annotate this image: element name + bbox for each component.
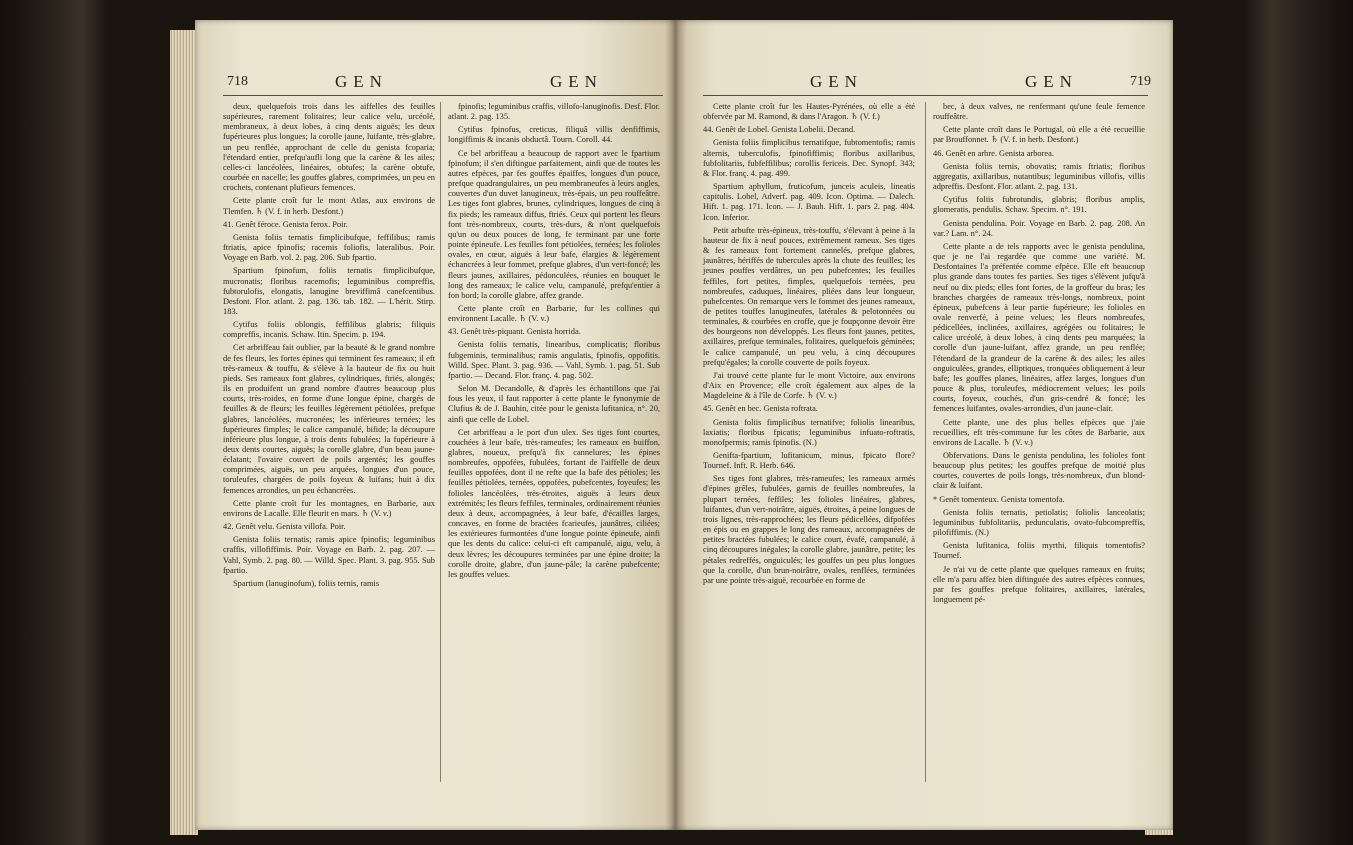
paragraph: 41. Genêt féroce. Genista ferox. Poir. [223, 219, 348, 229]
header-rule-right [703, 95, 1148, 96]
right-page-column-1 [703, 102, 915, 589]
running-head-right-col2: GEN [1025, 72, 1078, 91]
left-page-column-1 [223, 102, 435, 592]
paragraph: Cette plante, une des plus belles efpèces que j'aie recueillies, eft très-commune fur les côtes de Barbarie, aux environs de Lacalle. ♄ (V. v.) [933, 417, 1145, 447]
paragraph: Cette plante croît fur les montagnes, en Barbarie, aux environs de Lacalle. Elle fleurit en mars. ♄ (V. v.) [223, 498, 435, 518]
paragraph: Genista foliis ternatis, linearibus, complicatis; floribus fubgeminis, terminalibus; ramis angulatis, fpinofis, oppofitis. Willd. Spec. Plant. 3. pag. 936. — Vahl, Symb. 1. pag. 51. Sub fpartio. — Decand. Flor. franç. 4. pag. 502. [448, 340, 660, 380]
paragraph: Cytifus foliis fubrotundis, glabris; floribus amplis, glomeratis, pendulis. Schaw. Specim. n°. 191. [933, 195, 1145, 215]
paragraph: Cette plante a de tels rapports avec le genista pendulina, que je ne l'ai regardée que comme une variété. M. Desfontaines l'a préfentée comme efpèce. Elle eft beaucoup plus grande dans toutes fes parties. Ses tiges s'élèvent jufqu'à neuf ou dix pieds; elles font fortes, de la groffeur du bras; les branches chargées de rameaux très-longs, nombreux, point épineux, pubefcens à leur partie fupérieure; les folioles en ovale renverfé, à peine velues; les fleurs nombreufes, pédicellées, inclinées, axillaires, agrégées ou folitaires; le calice urcéolé, à deux lobes, à cinq dents peu marquées; la corolle d'un jaune-luifant, affez grande, un peu renflée; l'étendard de la grandeur de la carène & des ailes; les ailes onguiculées, grandes, elliptiques, tronquées obliquement à leur bafe; les gouffes planes, linéaires, affez larges, longues d'un pouce & plus, toruleufes, médiocrement velues; les poils courts, foyeux, couchés, d'un gris-cendré & foncé; les femences luifantes, ovales-arrondies, d'un jaune-clair. [933, 241, 1145, 414]
paragraph: Ce bel arbriffeau a beaucoup de rapport avec le fpartium fpinofum; il s'en diftingue parfaitement, ainfi que de toutes les autres efpèces, par fes gouffes épaiffes, longues d'un pouce, prefque quadrangulaires, un peu membraneufes à leurs angles, couvertes d'un duvet lanugineux, très-épais, un peu rouffeâtre. Les tiges font glabres, brunes, cylindriques, longues de cinq à fix pieds; les rameaux diffus, ftriés. Ceux qui portent les fleurs font très-nombreux, courts, très-durs, & n'ont quelquefois qu'un ou deux pouces de long, fe terminant par une forte pointe épineufe. Les feuilles font pétiolées, ternées; les folioles ovales, en cœur, aiguës à leur bafe, élargies & légèrement échancrées à leur fommet, prefque glabres, d'un vert-foncé; les fleurs jaunes, axillaires, pédonculées, réunies en bouquet le long des rameaux; le calice velu, campanulé, prefqu'entier à fon bord; la corolle glabre, affez grande. [448, 148, 660, 300]
right-page-column-2 [933, 102, 1145, 608]
paragraph: 43. Genêt très-piquant. Genista horrida. [448, 327, 581, 337]
right-page [675, 20, 1173, 830]
running-head-right-col1: GEN [810, 72, 863, 91]
paragraph: Genista lufitanica, foliis myrthi, filiquis tomentofis? Tournef. [933, 541, 1145, 561]
paragraph: Spartium fpinofum, foliis ternatis fimplicibufque, mucronatis; floribus racemofis; leguminibus compreffis, fubtorulofis, elongatis, lanugine breviffimâ canefcentibus. Desfont. Flor. atlant. 2. pag. 136. tab. 182. — L'hérit. Stirp. 183. [223, 266, 435, 316]
column-divider-right [925, 102, 926, 782]
paragraph: Cytifus foliis oblongis, feffilibus glabris; filiquis compreffis, incanis. Schaw. Itin. Specim. p. 194. [223, 320, 435, 340]
paragraph: Cet arbriffeau fait oublier, par la beauté & le grand nombre de fes fleurs, les fortes épines qui terminent fes rameaux; il eft très-rameux & touffu, & s'élève à la hauteur de fix ou huit pieds. Ses rameaux font glabres, cylindriques, ftriés, alongés; ils en produifent un grand nombre d'autres beaucoup plus courts, très-roides, en forme d'une longue épine, chargés de feuilles & de fleurs; les feuilles légèrement pétiolées, prefque glabres, lancéolées, mucronées; les inférieures ternées; les fupérieures fimples; le calice campanulé, bifide; la découpure inférieure plus longue, à trois dents fubulées; la fupérieure à deux dents courtes, aiguës; la corolle glabre, d'un beau jaune-éclatant; l'ovaire couvert de poils argentés; les gouffes comprimées, aiguës, un peu arquées, longues d'un pouce, toruleufes, chargées de poils foyeux & luifans; huit à dix femences arrondies, un peu échancrées. [223, 343, 435, 495]
header-rule-left [223, 95, 663, 96]
paragraph: Genista foliis ternis, obovatis; ramis ftriatis; floribus aggregatis, axillaribus, nutantibus; leguminibus villofis, villis adpreffis. Desfont. Flor. atlant. 2. pag. 131. [933, 161, 1145, 192]
paragraph: Selon M. Decandolle, & d'après les échantillons que j'ai fous les yeux, il faut rapporter à cette plante le fynonymie de Clufius & de J. Bauhin, citée pour le genista lufitanica, n°. 20, ainfi que celle de Lobel. [448, 384, 660, 424]
paragraph: Genista foliis ternatis fimplicibufque, feffilibus; ramis ftriatis, apice fpinofis; racemis foliofis, lateralibus. Poir. Voyage en Barb. vol. 2. pag. 206. Sub fpartio. [223, 232, 435, 263]
paragraph: Spartium (lanuginofum), foliis ternis, ramis [233, 578, 380, 588]
paragraph: Cette plante croît fur le mont Atlas, aux environs de Tlemfen. ♄ (V. f. in herb. Desfont.) [223, 196, 435, 216]
paragraph: Cytifus fpinofus, creticus, filiquâ villis denfiffimis, longiffimis & incanis obductâ. Tourn. Coroll. 44. [448, 125, 660, 145]
paragraph: Obfervations. Dans le genista pendulina, les folioles font beaucoup plus petites; les gouffes prefque de moitié plus courtes, couvertes de poils longs, très-nombreux, d'un blond-clair & luifant. [933, 451, 1145, 491]
paragraph: bec, à deux valves, ne renfermant qu'une feule femence rouffeâtre. [933, 102, 1145, 122]
paragraph: Genista foliis ternatis; ramis apice fpinofis; leguminibus craffis, villofiffimis. Poir. Voyage en Barb. 2. pag. 207. — Vahl, Symb. 2. pag. 80. — Willd. Spec. Plant. 3. pag. 955. Sub fpartio. [223, 535, 435, 575]
paragraph: 44. Genêt de Lobel. Genista Lobelii. Decand. [703, 125, 856, 135]
paragraph: J'ai trouvé cette plante fur le mont Victoire, aux environs d'Aix en Provence; elle croît également aux alpes de la Magdeleine & à l'île de Corfe. ♄ (V. v.) [703, 370, 915, 401]
left-page [195, 20, 675, 830]
paragraph: Cette plante croît en Barbarie, fur les collines qui environnent Lacalle. ♄ (V. v.) [448, 303, 660, 324]
paragraph: 45. Genêt en bec. Genista roftrata. [703, 404, 818, 414]
book-gutter [665, 20, 687, 830]
paragraph: deux, quelquefois trois dans les aiffelles des feuilles supérieures, rarement folitaires; leur calice velu, urcéolé, membraneux, à deux lobes, à cinq dents aiguës; les deux fupérieures plus longues; la corolle jaune, luifante, très-glabre, un peu renflée, approchant de celle du genista fcoparia; l'étendard entier, prefqu'aufli long que la carène & les ailes; celles-ci lancéolées, linéaires, obtufes; la carène obtufe, courbée en nacelle; les gouffes glabres, comprimées, un peu en crochets, contenant plufieurs femences. [223, 102, 435, 193]
paragraph: fpinofis; leguminibus craffis, villofo-lanuginofis. Desf. Flor. atlant. 2. pag. 135. [448, 102, 660, 122]
paragraph: Cet arbriffeau a le port d'un ulex. Ses tiges font courtes, couchées à leur bafe, très-rameufes; les rameaux en buiffon, glabres, noueux, prefqu'à fix cannelures; les épines nombreufes, oppofées, fubulées, fortant de l'aiffelle de deux feuilles oppofées, dont il ne refte que la bafe des pétioles; les feuilles pétiolées, ternées, oppofées, pubefcentes, foyeufes; les folioles lancéolées, très-étroites, aiguës à leurs deux extrémités; les fleurs feffiles, terminales, ordinairement réunies deux à deux, accompagnées, à leur bafe, d'écailles larges, concaves, en forme de bractées fcarieufes, jaunâtres, ciliées; les extérieures furmontées d'une longue pointe épineufe, ainfi que les dents du calice: celui-ci eft campanulé, aigu, velu, à deux lèvres; les découpures terminées par une épine droite; la corolle droite, glabre, d'un jaune-pâle; la carène pubefcente; les gouffes velues. [448, 427, 660, 579]
paragraph: Cette plante croît fur les Hautes-Pyrénées, où elle a été obfervée par M. Ramond, & dans l'Aragon. ♄ (V. f.) [703, 102, 915, 122]
running-head-left-col2: GEN [550, 72, 603, 91]
paragraph: Je n'ai vu de cette plante que quelques rameaux en fruits; elle m'a paru affez bien diftinguée des autres efpèces connues, par fes gouffes prefque folitaires, axillaires, latérales, longuement pé- [933, 564, 1145, 605]
paragraph: 46. Genêt en arbre. Genista arborea. [933, 148, 1054, 158]
paragraph: Petit arbufte très-épineux, très-touffu, s'élevant à peine à la hauteur de fix à neuf pouces, extrêmement rameux. Ses tiges & fes rameaux font fortement cannelés, prefque glabres, jaunâtres, hériffés de tubercules après la chute des feuilles; les jeunes pouffes verdâtres, un peu pubefcentes; les feuilles feffiles, fort petites, fimples, quelquefois ternées, peu nombreufes, caduques, linéaires, pliées dans leur longueur, pubefcentes. On remarque vers le fommet des jeunes rameaux, de petites touffes lanugineufes, latérales & pelotonnées ou terminales, & courbées en croffe, que je foupçonne devoir être des bourgeons non développés. Les fleurs font jaunes, petites, axillaires, prefque terminales, folitaires, quelquefois géminées; le calice campanulé, un peu velu, à cinq découpures prefqu'égales; la corolle couverte de poils foyeux. [703, 225, 915, 367]
page-number-left: 718 [227, 74, 248, 89]
paragraph: Cette plante croît dans le Portugal, où elle a été recueillie par Brouffonnet. ♄ (V. f. in herb. Desfont.) [933, 125, 1145, 145]
paragraph: Genifta-fpartium, lufitanicum, minus, fpicato flore? Tournef. Inft. R. Herb. 646. [703, 451, 915, 471]
paragraph: Genista foliis fimplicibus ternatifve; foliolis linearibus, laxiatis; floribus fpicatis; leguminibus infuato-roftratis, monofpermis; ramis fpinofis. (N.) [703, 417, 915, 447]
paragraph: Genista pendulina. Poir. Voyage en Barb. 2. pag. 208. An var.? Lam. n°. 24. [933, 218, 1145, 238]
paragraph: * Genêt tomenteux. Genista tomentofa. [933, 494, 1065, 504]
paragraph: Genista foliis ternatis, petiolatis; foliolis lanceolatis; leguminibus fubfolitariis, pedunculatis, ovato-fubcompreffis, pilofiffimis. (N.) [933, 507, 1145, 538]
paragraph: Spartium aphyllum, fruticofum, junceis aculeis, lineatis capitulis. Lobel, Adverf. pag. 409. Icon. Optima. — Dalech. Hift. 1. pag. 171. Icon. — J. Bauh. Hift. 1. pars 2. pag. 404. Icon. Inferior. [703, 182, 915, 222]
left-page-stack-edge [170, 30, 198, 835]
paragraph: Genista foliis fimplicibus ternatifque, fubtomentofis; ramis alternis, tuberculofis, fpinofiffimis; floribus axillaribus, fubfolitariis, fubfeffilibus; corollis fericeis. Dec. Synopf. 343; & Flor. franç. 4. pag. 499. [703, 138, 915, 178]
paragraph: Ses tiges font glabres, très-rameufes; les rameaux armés d'épines grêles, fubulées, garnis de feuilles nombreufes, la plupart ternées, feffiles; les folioles linéaires, glabres, luifantes, d'un vert-noirâtre, aiguës, étroites, à peine longues de trois lignes, très-rapprochées; les fleurs pédicellées, difpofées en épis ou en grappes le long des rameaux, accompagnées de petites bractées fubulées; le calice court, évafé, campanulé, à cinq découpures inégales; la corolle glabre, jaunâtre, petite; les pétales redreffés, onguiculés; les gouffes un peu plus longues que la corolle, d'un brun-noirâtre, ovales, renflées, terminées par une pointe très-aiguë, recourbée en forme de [703, 474, 915, 585]
column-divider-left [440, 102, 441, 782]
paragraph: 42. Genêt velu. Genista villofa. Poir. [223, 522, 346, 532]
running-head-left-col1: GEN [335, 72, 388, 91]
left-page-column-2 [448, 102, 660, 583]
page-number-right: 719 [1130, 74, 1151, 89]
